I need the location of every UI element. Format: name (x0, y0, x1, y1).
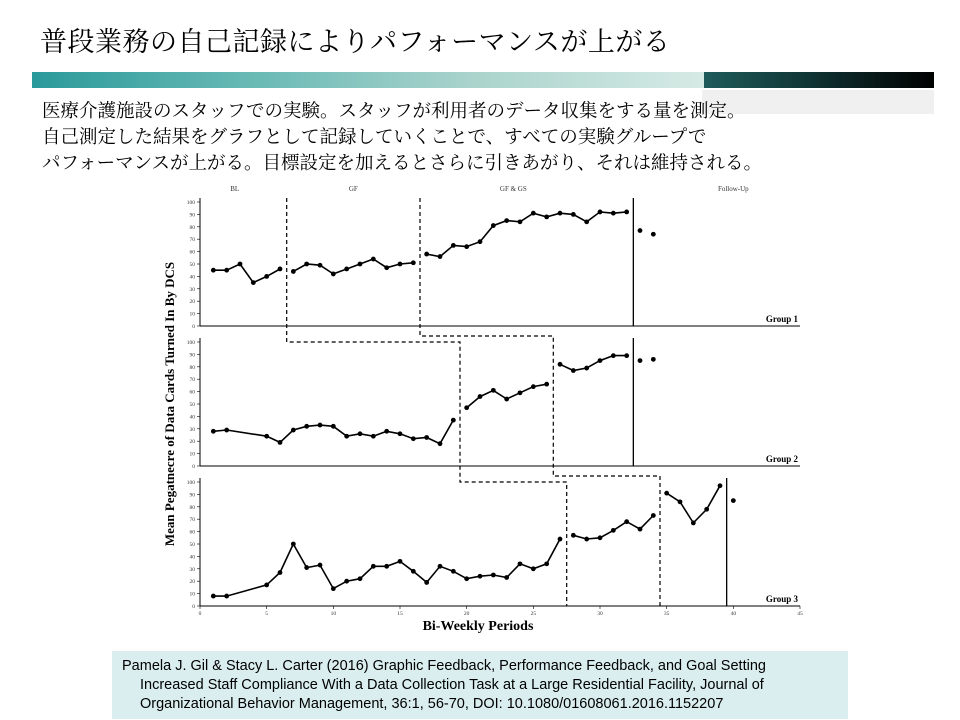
data-point (464, 576, 469, 581)
reference-line: Increased Staff Compliance With a Data Collection Task at a Large Residential Facility, Journal of (140, 677, 764, 693)
data-point (451, 418, 456, 423)
phase-change-line-gfgs (420, 198, 660, 606)
data-point (584, 219, 589, 224)
phase-change-line-gf (287, 198, 567, 606)
data-point (664, 491, 669, 496)
data-point (318, 263, 323, 268)
y-tick-label: 0 (192, 604, 195, 610)
data-point (424, 252, 429, 257)
data-point (478, 574, 483, 579)
accent-bar (32, 72, 934, 88)
y-tick-label: 20 (189, 579, 195, 586)
data-line (293, 259, 413, 274)
data-point (371, 564, 376, 569)
data-point (558, 211, 563, 216)
data-point (518, 219, 523, 224)
data-point (344, 434, 349, 439)
data-point (264, 583, 269, 588)
data-point (584, 537, 589, 542)
data-point (504, 575, 509, 580)
data-point (691, 521, 696, 526)
y-tick-label: 10 (189, 591, 195, 598)
x-tick-label: 35 (663, 611, 670, 617)
y-tick-label: 30 (189, 426, 195, 433)
data-point (678, 499, 683, 504)
data-point (704, 507, 709, 512)
y-tick-label: 100 (186, 340, 195, 346)
reference-box (112, 651, 848, 719)
data-point (438, 564, 443, 569)
data-point (264, 274, 269, 279)
data-point (331, 272, 336, 277)
data-point (411, 260, 416, 265)
phase-label: Follow-Up (717, 185, 749, 193)
data-point (264, 434, 269, 439)
data-point (411, 569, 416, 574)
x-axis-label: Bi-Weekly Periods (422, 619, 534, 634)
data-point (598, 210, 603, 215)
data-point (398, 431, 403, 436)
data-point (278, 267, 283, 272)
data-point (411, 436, 416, 441)
data-point (238, 262, 243, 267)
y-tick-label: 60 (189, 529, 195, 536)
data-line (213, 264, 280, 283)
data-point (211, 268, 216, 273)
data-point (224, 428, 229, 433)
data-point (438, 441, 443, 446)
data-point (638, 527, 643, 532)
y-tick-label: 80 (189, 224, 195, 231)
y-tick-label: 10 (189, 311, 195, 318)
x-tick-label: 40 (730, 611, 737, 617)
description-line: パフォーマンスが上がる。目標設定を加えるとさらに引きあがり、それは維持される。 (42, 152, 763, 173)
data-point (478, 239, 483, 244)
data-point (491, 573, 496, 578)
data-point (291, 269, 296, 274)
slide-description (42, 98, 762, 176)
phase-label: BL (230, 185, 240, 193)
y-tick-label: 60 (189, 249, 195, 256)
y-tick-label: 70 (189, 517, 195, 524)
data-point (558, 362, 563, 367)
reference-line: Organizational Behavior Management, 36:1, 56-70, DOI: 10.1080/01608061.2016.1152207 (140, 696, 724, 712)
data-point (318, 563, 323, 568)
data-point (611, 211, 616, 216)
data-point (331, 586, 336, 591)
data-point (304, 262, 309, 267)
data-point (544, 561, 549, 566)
data-point (424, 580, 429, 585)
description-line: 医療介護施設のスタッフでの実験。スタッフが利用者のデータ収集をする量を測定。 (42, 100, 746, 121)
data-point (731, 498, 736, 503)
y-tick-label: 40 (189, 414, 195, 421)
y-tick-label: 80 (189, 364, 195, 371)
x-tick-label: 10 (330, 611, 337, 617)
data-point (624, 353, 629, 358)
y-tick-label: 90 (189, 212, 195, 219)
x-tick-label: 0 (198, 611, 202, 617)
y-tick-label: 50 (189, 262, 195, 268)
y-tick-label: 40 (189, 274, 195, 281)
data-point (344, 267, 349, 272)
data-point (478, 394, 483, 399)
data-point (291, 542, 296, 547)
data-point (571, 212, 576, 217)
y-tick-label: 90 (189, 352, 195, 359)
data-point (504, 397, 509, 402)
x-tick-label: 20 (463, 611, 470, 617)
group-label: Group 2 (765, 454, 798, 464)
data-point (651, 232, 656, 237)
data-point (371, 257, 376, 262)
data-point (464, 244, 469, 249)
data-point (384, 564, 389, 569)
data-point (544, 214, 549, 219)
data-point (571, 368, 576, 373)
data-line (667, 486, 720, 523)
data-point (504, 218, 509, 223)
group-label: Group 1 (765, 314, 798, 324)
data-point (558, 537, 563, 542)
multiple-baseline-chart (158, 184, 808, 636)
data-line (560, 356, 627, 371)
data-point (584, 366, 589, 371)
data-point (544, 382, 549, 387)
group-label: Group 3 (765, 594, 798, 604)
data-point (384, 265, 389, 270)
data-line (213, 420, 453, 444)
data-point (211, 429, 216, 434)
description-line: 自己測定した結果をグラフとして記録していくことで、すべての実験グループで (42, 126, 707, 147)
reference-line: Pamela J. Gil & Stacy L. Carter (2016) Graphic Feedback, Performance Feedback, and Goal Setting (122, 658, 766, 674)
data-point (611, 353, 616, 358)
data-point (278, 440, 283, 445)
y-tick-label: 50 (189, 542, 195, 548)
data-point (451, 243, 456, 248)
y-tick-label: 80 (189, 504, 195, 511)
data-point (211, 594, 216, 599)
data-point (638, 228, 643, 233)
y-tick-label: 100 (186, 480, 195, 486)
y-tick-label: 0 (192, 464, 195, 470)
y-tick-label: 30 (189, 286, 195, 293)
data-point (624, 210, 629, 215)
data-point (598, 535, 603, 540)
x-tick-label: 30 (597, 611, 603, 617)
y-tick-label: 10 (189, 451, 195, 458)
phase-label: GF & GS (499, 185, 527, 193)
data-point (531, 384, 536, 389)
y-tick-label: 100 (186, 200, 195, 206)
data-point (518, 390, 523, 395)
y-tick-label: 0 (192, 324, 195, 330)
data-point (358, 576, 363, 581)
data-point (398, 559, 403, 564)
phase-label: GF (348, 185, 358, 193)
chart-svg (158, 184, 808, 636)
data-point (358, 262, 363, 267)
x-tick-label: 45 (797, 611, 803, 617)
y-tick-label: 60 (189, 389, 195, 396)
accent-bar-dark (704, 72, 934, 88)
data-point (491, 223, 496, 228)
data-point (278, 570, 283, 575)
accent-bar-gradient (32, 72, 704, 88)
data-point (304, 424, 309, 429)
data-point (598, 358, 603, 363)
y-tick-label: 70 (189, 377, 195, 384)
data-point (424, 435, 429, 440)
data-point (638, 358, 643, 363)
data-point (318, 423, 323, 428)
data-point (651, 357, 656, 362)
y-axis-label: Mean Pegatnecre of Data Cards Turned In By DCS (162, 261, 177, 547)
x-tick-label: 15 (397, 611, 403, 617)
y-tick-label: 20 (189, 439, 195, 446)
data-point (464, 405, 469, 410)
data-point (344, 579, 349, 584)
y-tick-label: 70 (189, 237, 195, 244)
data-point (491, 388, 496, 393)
y-tick-label: 20 (189, 299, 195, 306)
data-point (531, 211, 536, 216)
y-tick-label: 90 (189, 492, 195, 499)
data-point (384, 429, 389, 434)
data-point (518, 561, 523, 566)
data-point (451, 569, 456, 574)
data-point (718, 483, 723, 488)
data-point (571, 533, 576, 538)
slide-title: 普段業務の自己記録によりパフォーマンスが上がる (40, 27, 671, 57)
x-tick-label: 5 (265, 611, 269, 617)
data-point (331, 424, 336, 429)
data-point (251, 280, 256, 285)
y-tick-label: 50 (189, 402, 195, 408)
y-tick-label: 40 (189, 554, 195, 561)
data-point (624, 519, 629, 524)
data-point (291, 428, 296, 433)
data-point (224, 594, 229, 599)
data-point (651, 513, 656, 518)
data-point (304, 565, 309, 570)
x-tick-label: 25 (530, 611, 537, 617)
data-point (531, 566, 536, 571)
y-tick-label: 30 (189, 566, 195, 573)
data-line (427, 212, 627, 257)
data-point (358, 431, 363, 436)
data-point (224, 268, 229, 273)
data-point (398, 262, 403, 267)
data-point (371, 434, 376, 439)
data-point (438, 254, 443, 259)
data-point (611, 528, 616, 533)
